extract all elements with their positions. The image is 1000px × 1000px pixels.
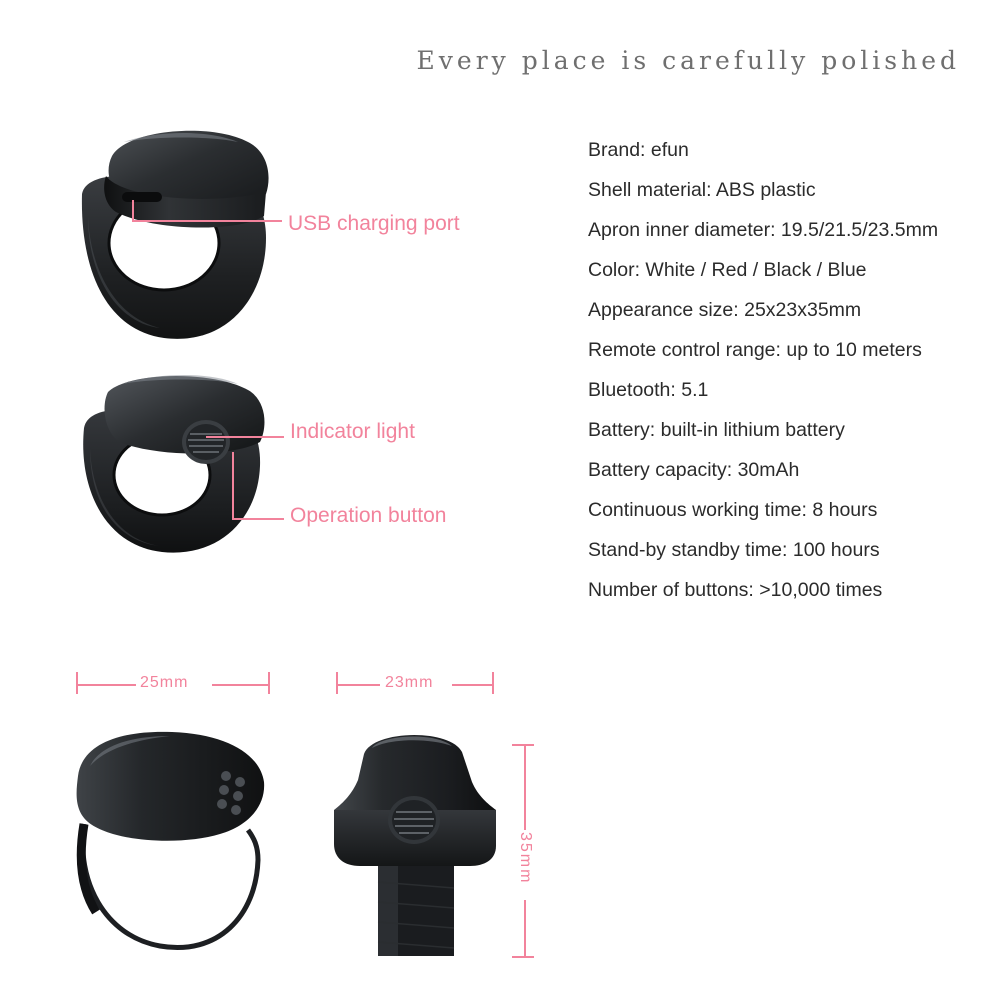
usb-leader-line: [132, 220, 282, 222]
dim-tick-right-25mm: [268, 672, 270, 694]
product-image-front-view: [60, 720, 275, 965]
dim-tick-bottom-35mm: [512, 956, 534, 958]
spec-item: Stand-by standby time: 100 hours: [588, 539, 880, 561]
spec-item: Battery capacity: 30mAh: [588, 459, 800, 481]
usb-leader-vertical: [132, 200, 134, 222]
dim-bar-left-25mm: [76, 684, 136, 686]
dim-label-25mm: 25mm: [140, 674, 189, 691]
product-image-top-view: [60, 120, 290, 345]
spec-item: Remote control range: up to 10 meters: [588, 339, 922, 361]
page-title: Every place is carefully polished: [416, 46, 960, 75]
operation-leader-vertical: [232, 452, 234, 518]
dim-bar-right-23mm: [452, 684, 493, 686]
spec-item: Appearance size: 25x23x35mm: [588, 299, 862, 321]
dim-bar-top-35mm: [524, 744, 526, 830]
spec-list: [588, 130, 998, 610]
operation-leader-line: [232, 518, 284, 520]
dim-label-23mm: 23mm: [385, 674, 434, 691]
spec-item: Brand: efun: [588, 139, 689, 161]
spec-item: Color: White / Red / Black / Blue: [588, 259, 867, 281]
callout-indicator-light: Indicator light: [290, 420, 415, 443]
dim-bar-right-25mm: [212, 684, 269, 686]
indicator-leader-line: [206, 436, 284, 438]
spec-item: Bluetooth: 5.1: [588, 379, 709, 401]
dim-tick-top-35mm: [512, 744, 534, 746]
dim-bar-bottom-35mm: [524, 900, 526, 957]
product-image-angled-view: [62, 370, 292, 565]
spec-item: Shell material: ABS plastic: [588, 179, 816, 201]
callout-operation-button: Operation button: [290, 504, 447, 527]
callout-usb-charging-port: USB charging port: [288, 212, 460, 235]
spec-item: Apron inner diameter: 19.5/21.5/23.5mm: [588, 219, 939, 241]
spec-item: Number of buttons: >10,000 times: [588, 579, 883, 601]
spec-item: Continuous working time: 8 hours: [588, 499, 878, 521]
dim-bar-left-23mm: [336, 684, 380, 686]
spec-item: Battery: built-in lithium battery: [588, 419, 845, 441]
dim-tick-left-25mm: [76, 672, 78, 694]
dim-label-35mm: 35mm: [517, 832, 534, 885]
dim-tick-right-23mm: [492, 672, 494, 694]
product-image-side-view: [320, 720, 510, 970]
dim-tick-left-23mm: [336, 672, 338, 694]
